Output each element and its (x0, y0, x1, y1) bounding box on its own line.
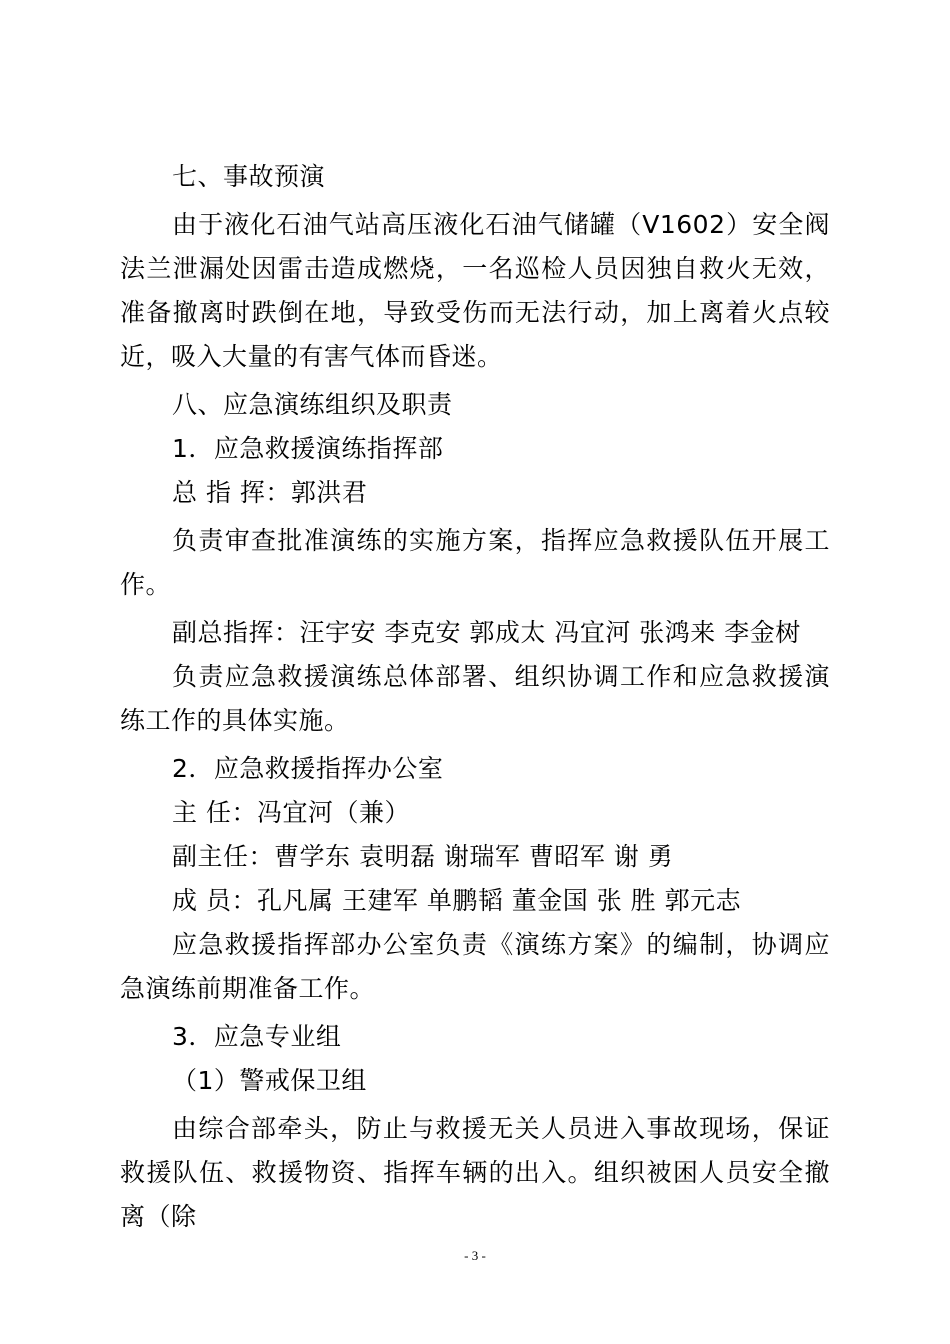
security-group-duty: 由综合部牵头，防止与救援无关人员进入事故现场，保证救援队伍、救援物资、指挥车辆的出入。组织被困人员安全撤离（除 (120, 1114, 830, 1231)
section-heading-7: 七、事故预演 (172, 162, 326, 191)
deputy-commander-line: 副总指挥：汪宇安 李克安 郭成太 冯宜河 张鸿来 李金树 (172, 618, 801, 647)
office-duty: 应急救援指挥部办公室负责《演练方案》的编制，协调应急演练前期准备工作。 (120, 930, 830, 1003)
deputy-commander-duty: 负责应急救援演练总体部署、组织协调工作和应急救援演练工作的具体实施。 (120, 662, 830, 735)
members-line: 成 员：孔凡属 王建军 单鹏韬 董金国 张 胜 郭元志 (172, 886, 742, 915)
director-line: 主 任：冯宜河（兼） (172, 798, 410, 827)
page-number: - 3 - (464, 1248, 486, 1263)
subheading-command-center: 1．应急救援演练指挥部 (172, 434, 444, 463)
subheading-specialist-groups: 3．应急专业组 (172, 1022, 342, 1051)
deputy-director-line: 副主任：曹学东 袁明磊 谢瑞军 曹昭军 谢 勇 (172, 842, 674, 871)
document-body (120, 155, 830, 1239)
subheading-command-office: 2．应急救援指挥办公室 (172, 754, 444, 783)
section-heading-8: 八、应急演练组织及职责 (172, 390, 453, 419)
subheading-security-group: （1）警戒保卫组 (172, 1066, 367, 1095)
commander-duty: 负责审查批准演练的实施方案，指挥应急救援队伍开展工作。 (120, 526, 830, 599)
commander-line: 总 指 挥：郭洪君 (172, 478, 368, 507)
paragraph-incident-scenario: 由于液化石油气站高压液化石油气储罐（V1602）安全阀法兰泄漏处因雷击造成燃烧，一名巡检人员因独自救火无效，准备撤离时跌倒在地，导致受伤而无法行动，加上离着火点较近，吸入大量的有害气体而昏迷。 (120, 210, 830, 371)
